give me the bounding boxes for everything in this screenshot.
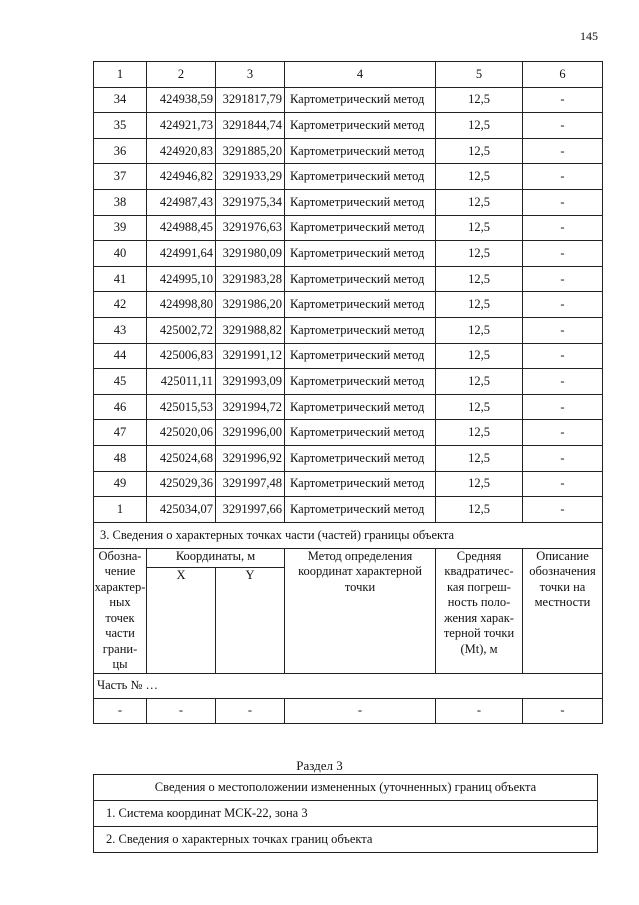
table-row [94, 215, 603, 241]
point-number-cell: 38 [94, 189, 147, 215]
part-dash-row [94, 698, 603, 723]
point-number-cell: 35 [94, 113, 147, 139]
point-number-cell: 34 [94, 87, 147, 113]
y-coordinate-cell: 3291986,20 [216, 292, 285, 318]
table-row [94, 241, 603, 267]
x-coordinate-cell: 424988,45 [147, 215, 216, 241]
point-number-cell: 42 [94, 292, 147, 318]
header-col-2: 2 [147, 62, 216, 88]
method-cell: Картометрический метод [285, 292, 436, 318]
y-coordinate-cell: 3291997,48 [216, 471, 285, 497]
method-cell: Картометрический метод [285, 445, 436, 471]
x-coordinate-cell: 425024,68 [147, 445, 216, 471]
section3-title: Сведения о местоположении измененных (уточненных) границ объекта [94, 775, 598, 801]
dash-cell: - [94, 698, 147, 723]
col-coordinates-header: Координаты, м [147, 548, 285, 568]
x-coordinate-cell: 425002,72 [147, 317, 216, 343]
x-coordinate-cell: 424920,83 [147, 138, 216, 164]
part-label-row [94, 673, 603, 698]
error-cell: 12,5 [436, 113, 523, 139]
point-number-cell: 44 [94, 343, 147, 369]
error-cell: 12,5 [436, 164, 523, 190]
error-cell: 12,5 [436, 471, 523, 497]
table-row [94, 445, 603, 471]
dash-cell: - [216, 698, 285, 723]
x-coordinate-cell: 425011,11 [147, 369, 216, 395]
y-coordinate-cell: 3291933,29 [216, 164, 285, 190]
point-number-cell: 37 [94, 164, 147, 190]
description-cell: - [523, 292, 603, 318]
dash-cell: - [523, 698, 603, 723]
x-coordinate-cell: 425034,07 [147, 497, 216, 523]
dash-cell: - [285, 698, 436, 723]
description-cell: - [523, 394, 603, 420]
method-cell: Картометрический метод [285, 394, 436, 420]
description-cell: - [523, 164, 603, 190]
table-row [94, 420, 603, 446]
y-coordinate-cell: 3291997,66 [216, 497, 285, 523]
x-coordinate-cell: 425006,83 [147, 343, 216, 369]
y-coordinate-cell: 3291980,09 [216, 241, 285, 267]
x-coordinate-cell: 425015,53 [147, 394, 216, 420]
y-coordinate-cell: 3291994,72 [216, 394, 285, 420]
dash-cell: - [147, 698, 216, 723]
table-row [94, 138, 603, 164]
method-cell: Картометрический метод [285, 266, 436, 292]
col-description-header: Описание обозначения точки на местности [523, 548, 603, 673]
error-cell: 12,5 [436, 292, 523, 318]
page-number: 145 [580, 29, 598, 43]
method-cell: Картометрический метод [285, 317, 436, 343]
table-row [94, 394, 603, 420]
section3-item-row [94, 801, 598, 827]
method-cell: Картометрический метод [285, 497, 436, 523]
col-error-header: Средняя квадратичес- кая погреш- ность поло- жения харак- терной точки (Mt), м [436, 548, 523, 673]
error-cell: 12,5 [436, 445, 523, 471]
x-coordinate-cell: 424998,80 [147, 292, 216, 318]
y-coordinate-cell: 3291844,74 [216, 113, 285, 139]
y-coordinate-cell: 3291817,79 [216, 87, 285, 113]
method-cell: Картометрический метод [285, 369, 436, 395]
description-cell: - [523, 113, 603, 139]
header-col-1: 1 [94, 62, 147, 88]
method-cell: Картометрический метод [285, 113, 436, 139]
x-coordinate-cell: 424938,59 [147, 87, 216, 113]
point-number-cell: 39 [94, 215, 147, 241]
dash-cell: - [436, 698, 523, 723]
point-number-cell: 46 [94, 394, 147, 420]
point-number-cell: 48 [94, 445, 147, 471]
description-cell: - [523, 138, 603, 164]
y-coordinate-cell: 3291976,63 [216, 215, 285, 241]
error-cell: 12,5 [436, 497, 523, 523]
error-cell: 12,5 [436, 87, 523, 113]
description-cell: - [523, 420, 603, 446]
x-coordinate-cell: 425029,36 [147, 471, 216, 497]
error-cell: 12,5 [436, 343, 523, 369]
x-coordinate-cell: 424921,73 [147, 113, 216, 139]
point-number-cell: 40 [94, 241, 147, 267]
part-label: Часть № … [94, 673, 603, 698]
table-row [94, 497, 603, 523]
part-header-row-1 [94, 548, 603, 568]
method-cell: Картометрический метод [285, 138, 436, 164]
y-coordinate-cell: 3291991,12 [216, 343, 285, 369]
header-col-3: 3 [216, 62, 285, 88]
table-row [94, 266, 603, 292]
table-row [94, 189, 603, 215]
y-coordinate-cell: 3291975,34 [216, 189, 285, 215]
table-row [94, 113, 603, 139]
error-cell: 12,5 [436, 189, 523, 215]
description-cell: - [523, 317, 603, 343]
description-cell: - [523, 343, 603, 369]
description-cell: - [523, 369, 603, 395]
y-coordinate-cell: 3291996,00 [216, 420, 285, 446]
error-cell: 12,5 [436, 394, 523, 420]
y-coordinate-cell: 3291996,92 [216, 445, 285, 471]
point-number-cell: 36 [94, 138, 147, 164]
description-cell: - [523, 215, 603, 241]
section3-title-row [94, 775, 598, 801]
error-cell: 12,5 [436, 215, 523, 241]
coordinates-table [93, 61, 603, 724]
table-row [94, 164, 603, 190]
error-cell: 12,5 [436, 266, 523, 292]
x-coordinate-cell: 425020,06 [147, 420, 216, 446]
y-coordinate-cell: 3291993,09 [216, 369, 285, 395]
point-number-cell: 47 [94, 420, 147, 446]
col-y-header: Y [216, 568, 285, 673]
error-cell: 12,5 [436, 138, 523, 164]
method-cell: Картометрический метод [285, 471, 436, 497]
y-coordinate-cell: 3291988,82 [216, 317, 285, 343]
section3-table [93, 774, 598, 853]
description-cell: - [523, 266, 603, 292]
x-coordinate-cell: 424987,43 [147, 189, 216, 215]
method-cell: Картометрический метод [285, 215, 436, 241]
x-coordinate-cell: 424991,64 [147, 241, 216, 267]
part-section-title-row [94, 522, 603, 548]
table-header-row [94, 62, 603, 88]
section3-item-1: 1. Система координат МСК-22, зона 3 [94, 801, 598, 827]
section3-item-2: 2. Сведения о характерных точках границ объекта [94, 827, 598, 853]
method-cell: Картометрический метод [285, 164, 436, 190]
header-col-4: 4 [285, 62, 436, 88]
table-row [94, 369, 603, 395]
table-row [94, 317, 603, 343]
table-row [94, 292, 603, 318]
section3-item-row [94, 827, 598, 853]
method-cell: Картометрический метод [285, 189, 436, 215]
point-number-cell: 49 [94, 471, 147, 497]
description-cell: - [523, 445, 603, 471]
description-cell: - [523, 189, 603, 215]
header-col-5: 5 [436, 62, 523, 88]
col-x-header: X [147, 568, 216, 673]
method-cell: Картометрический метод [285, 87, 436, 113]
description-cell: - [523, 471, 603, 497]
x-coordinate-cell: 424995,10 [147, 266, 216, 292]
col-method-header: Метод определения координат характерной точки [285, 548, 436, 673]
method-cell: Картометрический метод [285, 420, 436, 446]
col-designation-header: Обозна- чение характер- ных точек части грани- цы [94, 548, 146, 672]
y-coordinate-cell: 3291983,28 [216, 266, 285, 292]
description-cell: - [523, 87, 603, 113]
method-cell: Картометрический метод [285, 343, 436, 369]
table-row [94, 87, 603, 113]
description-cell: - [523, 497, 603, 523]
description-cell: - [523, 241, 603, 267]
point-number-cell: 41 [94, 266, 147, 292]
error-cell: 12,5 [436, 317, 523, 343]
header-col-6: 6 [523, 62, 603, 88]
error-cell: 12,5 [436, 241, 523, 267]
point-number-cell: 43 [94, 317, 147, 343]
error-cell: 12,5 [436, 369, 523, 395]
table-row [94, 471, 603, 497]
y-coordinate-cell: 3291885,20 [216, 138, 285, 164]
table-row [94, 343, 603, 369]
error-cell: 12,5 [436, 420, 523, 446]
section3-heading: Раздел 3 [296, 758, 343, 773]
point-number-cell: 45 [94, 369, 147, 395]
part-section-title: 3. Сведения о характерных точках части (частей) границы объекта [94, 522, 603, 548]
method-cell: Картометрический метод [285, 241, 436, 267]
x-coordinate-cell: 424946,82 [147, 164, 216, 190]
point-number-cell: 1 [94, 497, 147, 523]
